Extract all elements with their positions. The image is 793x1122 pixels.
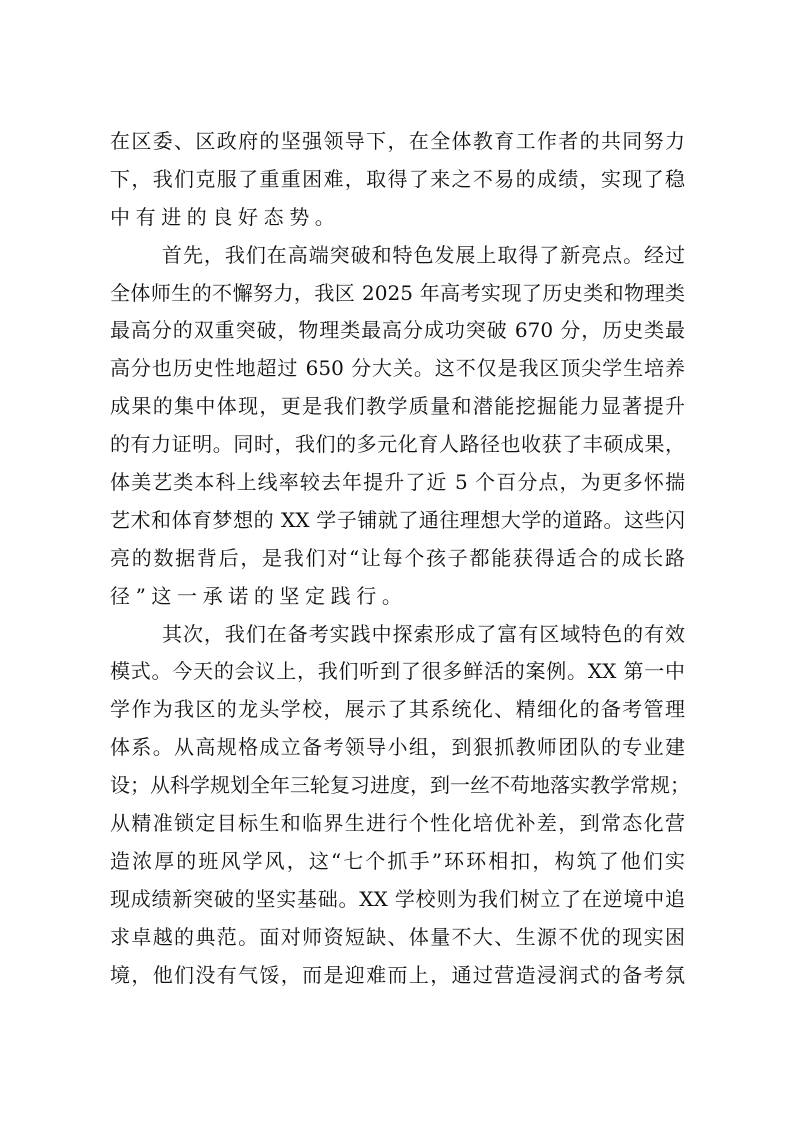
text-line: 设；从科学规划全年三轮复习进度，到一丝不苟地落实教学常规； — [110, 773, 690, 798]
text-line: 首先，我们在高端突破和特色发展上取得了新亮点。经过 — [162, 242, 685, 267]
text-line: 下，我们克服了重重困难，取得了来之不易的成绩，实现了稳 — [110, 166, 685, 191]
text-line: 体系。从高规格成立备考领导小组，到狠抓教师团队的专业建 — [110, 735, 685, 760]
text-line: 在区委、区政府的坚强领导下，在全体教育工作者的共同努力 — [110, 129, 685, 153]
text-line: 全体师生的不懈努力，我区 2025 年高考实现了历史类和物理类 — [110, 280, 685, 305]
paragraph — [110, 237, 685, 616]
text-line: 艺术和体育梦想的 XX 学子铺就了通往理想大学的道路。这些闪 — [110, 507, 685, 532]
text-line: 模式。今天的会议上，我们听到了很多鲜活的案例。XX 第一中 — [110, 659, 685, 684]
text-line: 高分也历史性地超过 650 分大关。这不仅是我区顶尖学生培养 — [110, 356, 685, 381]
paragraph — [110, 123, 685, 237]
text-line: 现成绩新突破的坚实基础。XX 学校则为我们树立了在逆境中追 — [110, 886, 685, 911]
document-page — [110, 123, 690, 994]
text-line: 境，他们没有气馁，而是迎难而上，通过营造浸润式的备考氛 — [110, 962, 685, 987]
text-line: 学作为我区的龙头学校，展示了其系统化、精细化的备考管理 — [110, 697, 685, 722]
text-line: 体美艺类本科上线率较去年提升了近 5 个百分点，为更多怀揣 — [110, 470, 685, 495]
text-line: 从精准锁定目标生和临界生进行个性化培优补差，到常态化营 — [110, 811, 685, 836]
paragraph — [110, 616, 690, 995]
text-line: 求卓越的典范。面对师资短缺、体量不大、生源不优的现实困 — [110, 924, 685, 949]
text-line: 成果的集中体现，更是我们教学质量和潜能挖掘能力显著提升 — [110, 394, 685, 419]
text-line: 径”这一承诺的坚定践行。 — [110, 583, 408, 608]
text-line: 最高分的双重突破，物理类最高分成功突破 670 分，历史类最 — [110, 318, 685, 343]
text-line: 亮的数据背后，是我们对“让每个孩子都能获得适合的成长路 — [110, 545, 685, 570]
text-line: 其次，我们在备考实践中探索形成了富有区域特色的有效 — [162, 621, 685, 646]
text-line: 的有力证明。同时，我们的多元化育人路径也收获了丰硕成果， — [110, 432, 685, 457]
text-line: 中有进的良好态势。 — [110, 204, 341, 229]
text-line: 造浓厚的班风学风，这“七个抓手”环环相扣，构筑了他们实 — [110, 848, 685, 873]
